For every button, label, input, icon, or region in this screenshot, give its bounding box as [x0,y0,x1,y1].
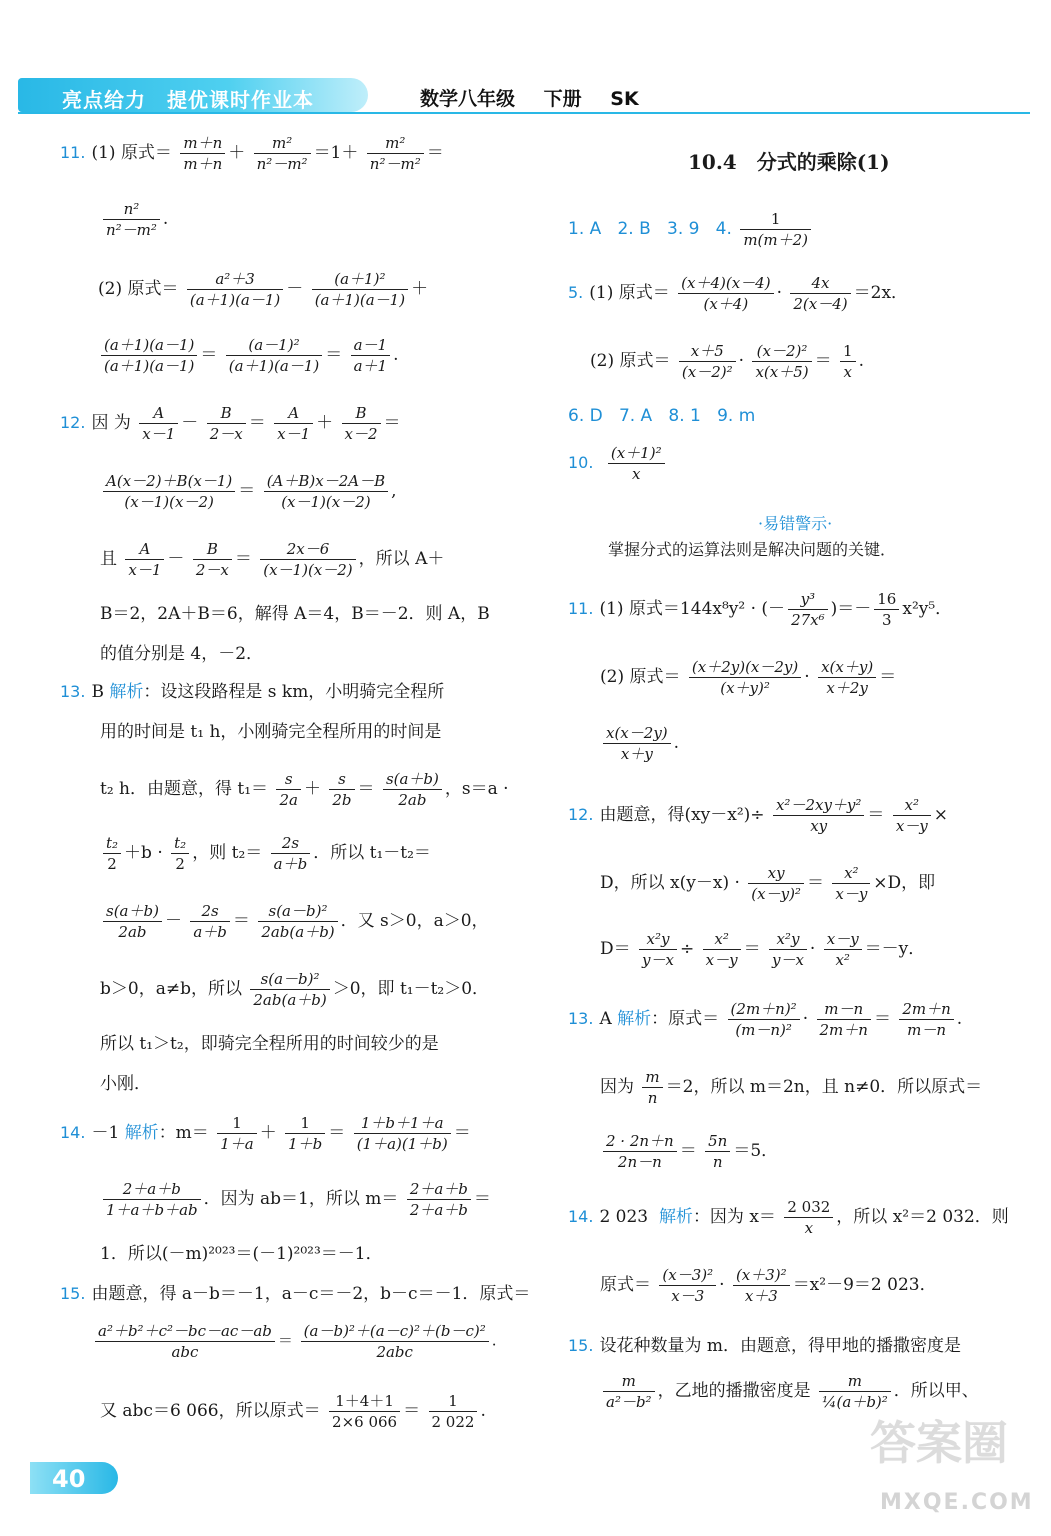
r15-line1: 15. 设花种数量为 m．由题意，得甲地的播撒密度是 [568,1336,961,1356]
watermark-logo: 答案圈 [870,1416,1008,1470]
q14-line3: 1．所以(－m)²⁰²³＝(－1)²⁰²³＝－1． [100,1244,383,1264]
fraction: $\frac{m+n}{m+n}$ [180,134,225,173]
r15-line2: $\frac{m}{\text{a²－b²}}$ ，乙地的播撒密度是 $\frac{m}{\text{¼(a＋b)²}}$ ．所以甲、 [600,1372,979,1411]
book-title: 亮点给力 提优课时作业本 [62,88,314,112]
book-info [420,84,661,111]
q11-line1: 11. (1) 原式＝ $\frac{m+n}{m+n}$ ＋ $\frac{\text{m²}}{\text{n²－m²}}$ ＝1＋ $\frac{\text{m²}}{\text{n²－m²}}$ ＝ [60,134,444,173]
q13-line4: $\frac{\text{t₂}}{2}$ ＋b · $\frac{\text{t₂}}{2}$ ，则 t₂＝ $\frac{2s}{a+b}$ ．所以 t₁－t₂＝ [100,834,431,873]
q15-line3: 又 abc＝6 066，所以原式＝ $\frac{1+4+1}{2\times 6 066}$ ＝ $\frac{1}{2 022}$ . [100,1392,486,1431]
tip-title: ·易错警示· [758,514,833,533]
fraction: $\frac{(a+1)(a-1)}{(a+1)(a-1)}$ [101,336,197,375]
fraction: $\frac{\text{a²＋3}}{(a+1)(a-1)}$ [187,270,283,309]
q11-line3: (2) 原式＝ $\frac{\text{a²＋3}}{(a+1)(a-1)}$ － $\frac{\text{(a＋1)²}}{(a+1)(a-1)}$ ＋ [98,270,429,309]
r11-line3: $\frac{x(x-2y)}{x+y}$ . [600,724,679,763]
r14-line2: 原式＝ $\frac{\text{(x－3)²}}{x-3}$ · $\frac{\text{(x＋3)²}}{x+3}$ ＝x²－9＝2 023． [600,1266,937,1305]
section-title: 10.4 分式的乘除(1) [688,150,890,174]
q13-line8: 小刚． [100,1074,151,1094]
q13-line2: 用的时间是 t₁ h，小刚骑完全程所用的时间是 [100,722,442,742]
q12-line5: 的值分别是 4，－2． [100,644,264,664]
q13-line1: 13. B 解析：设这段路程是 s km，小明骑完全程所 [60,682,445,702]
r13-line3: $\frac{2 \cdot 2n+n}{2n-n}$ ＝ $\frac{5n}{n}$ ＝5． [600,1132,778,1171]
q11-line2: $\frac{\text{n²}}{\text{n²－m²}}$ . [100,200,168,239]
fraction: $\frac{\text{(a＋1)²}}{(a+1)(a-1)}$ [312,270,408,309]
q11-line4: $\frac{(a+1)(a-1)}{(a+1)(a-1)}$ ＝ $\frac{\text{(a－1)²}}{(a+1)(a-1)}$ ＝ $\frac{a-1}{a+1}$ . [98,336,399,375]
q12-line4: B＝2，2A＋B＝6，解得 A＝4，B＝－2．则 A，B [100,604,490,624]
volume: 下册 [543,88,582,110]
analysis-label: 解析 [617,1009,652,1029]
tip-body: 掌握分式的运算法则是解决问题的关键． [608,540,897,559]
q13-line3: t₂ h．由题意，得 t₁＝ $\frac{s}{2a}$ ＋ $\frac{s}{2b}$ ＝ $\frac{s(a+b)}{2ab}$ ，s＝a · [100,770,509,809]
edition: SK [610,88,639,110]
subject: 数学八年级 [420,88,516,110]
r13-line1: 13. A 解析：原式＝ $\frac{\text{(2m＋n)²}}{\text{(m－n)²}}$ · $\frac{m-n}{2m+n}$ ＝ $\frac{2m+n}{m-n}$ . [568,1000,963,1039]
q13-line6: b＞0，a≠b，所以 $\frac{\text{s(a－b)²}}{2ab(a+b)}$ ＞0，即 t₁－t₂＞0． [100,970,490,1009]
q15-line1: 15. 由题意，得 a－b＝－1，a－c＝－2，b－c＝－1．原式＝ [60,1284,531,1304]
q13-line7: 所以 t₁＞t₂，即骑完全程所用的时间较少的是 [100,1034,439,1054]
fraction: $\frac{\text{m²}}{\text{n²－m²}}$ [367,134,424,173]
r11-line1: 11. (1) 原式＝144x⁸y² · (－ $\frac{\text{y³}}{\text{27x⁶}}$ )＝－ $\frac{16}{3}$ x²y⁵． [568,590,953,629]
r12-line3: D＝ $\frac{\text{x²y}}{y-x}$ ÷ $\frac{\text{x²}}{x-y}$ ＝ $\frac{\text{x²y}}{y-x}$ · $\frac{x-y}{\text{x²}}$ ＝－y． [600,930,926,969]
r5-line1: 5. (1) 原式＝ $\frac{(x+4)(x-4)}{(x+4)}$ · $\frac{4x}{2(x-4)}$ ＝2x． [568,274,909,313]
q14-line1: 14. －1 解析：m＝ $\frac{1}{1+a}$ ＋ $\frac{1}{1+b}$ ＝ $\frac{1+b+1+a}{(1+a)(1+b)}$ ＝ [60,1114,471,1153]
r12-line1: 12. 由题意，得(xy－x²)÷ $\frac{\text{x²－2xy＋y²}}{xy}$ ＝ $\frac{\text{x²}}{x-y}$ × [568,796,948,835]
page-number: 40 [52,1465,86,1493]
q12-line2: $\frac{A(x-2)+B(x-1)}{(x-1)(x-2)}$ ＝ $\frac{(A+B)x-2A-B}{(x-1)(x-2)}$ , [100,472,397,511]
r1-4-line: 1. A 2. B 3. 9 4. $\frac{1}{m(m+2)}$ [568,210,814,249]
r11-line2: (2) 原式＝ $\frac{(x+2y)(x-2y)}{\text{(x＋y)²}}$ · $\frac{x(x+y)}{x+2y}$ ＝ [600,658,897,697]
analysis-label: 解析 [109,682,144,702]
header-rule [18,112,1030,114]
page-header [0,68,1051,118]
analysis-label: 解析 [124,1123,159,1143]
q14-line2: $\frac{2+a+b}{1+a+b+ab}$ ．因为 ab＝1，所以 m＝ $\frac{2+a+b}{2+a+b}$ ＝ [100,1180,491,1219]
r6-9-line: 6. D 7. A 8. 1 9. m [568,406,756,426]
fraction: $\frac{a-1}{a+1}$ [351,336,391,375]
r14-line1: 14. 2 023 解析：因为 x＝ $\frac{2 032}{x}$ ，所以 x²＝2 032．则 [568,1198,1009,1237]
r13-line2: 因为 $\frac{m}{n}$ ＝2，所以 m＝2n，且 n≠0．所以原式＝ [600,1068,983,1107]
fraction: $\frac{\text{(a－1)²}}{(a+1)(a-1)}$ [226,336,322,375]
q12-line1: 12. 因 为 $\frac{A}{x-1}$ － $\frac{B}{2-x}$ ＝ $\frac{A}{x-1}$ ＋ $\frac{B}{x-2}$ ＝ [60,404,401,443]
r12-line2: D，所以 x(y－x) · $\frac{xy}{\text{(x－y)²}}$ ＝ $\frac{\text{x²}}{x-y}$ ×D，即 [600,864,936,903]
watermark-site: MXQE.COM [880,1490,1034,1515]
r5-line2: (2) 原式＝ $\frac{x+5}{\text{(x－2)²}}$ · $\frac{\text{(x－2)²}}{x(x+5)}$ ＝ $\frac{1}{x}$ . [590,342,864,381]
q15-line2: $\frac{\text{a²＋b²＋c²－bc－ac－ab}}{\text{abc}}$ ＝ $\frac{\text{(a－b)²＋(a－c)²＋(b－c)²}}{\text{2abc}}$ . [92,1322,497,1361]
q12-line3: 且 $\frac{A}{x-1}$ － $\frac{B}{2-x}$ ＝ $\frac{2x-6}{(x-1)(x-2)}$ ，所以 A＋ [100,540,445,579]
fraction: $\frac{\text{n²}}{\text{n²－m²}}$ [103,200,160,239]
fraction: $\frac{\text{m²}}{\text{n²－m²}}$ [254,134,311,173]
q13-line5: $\frac{s(a+b)}{2ab}$ － $\frac{2s}{a+b}$ ＝ $\frac{\text{s(a－b)²}}{2ab(a+b)}$ ．又 s＞0，a＞0， [100,902,489,941]
r10-line: 10. $\frac{\text{(x＋1)²}}{x}$ [568,444,668,483]
analysis-label: 解析 [658,1207,693,1227]
